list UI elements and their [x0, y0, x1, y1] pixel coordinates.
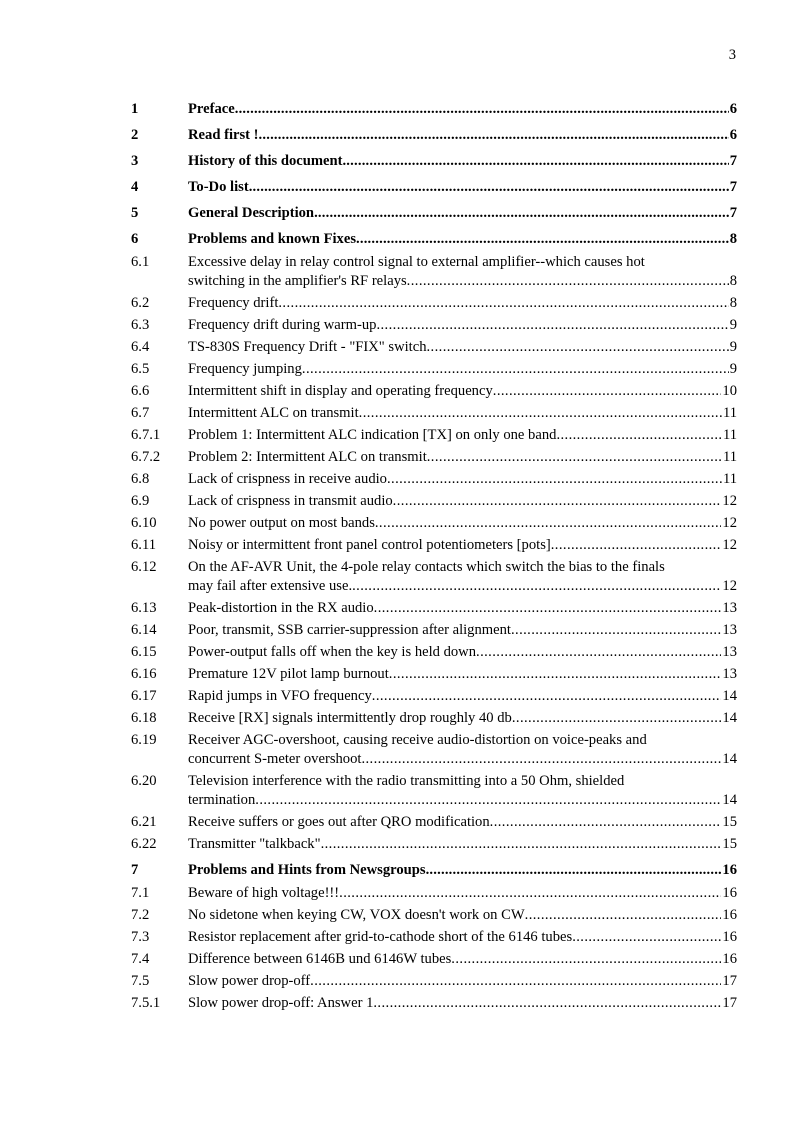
toc-entry[interactable]: [131, 126, 737, 145]
toc-entry-title: Rapid jumps in VFO frequency: [188, 688, 372, 704]
toc-entry[interactable]: [131, 514, 737, 533]
toc-dot-leader: [372, 687, 722, 706]
toc-entry-number: 4: [131, 179, 139, 195]
toc-entry[interactable]: [131, 950, 737, 969]
toc-entry-page: 11: [722, 471, 737, 487]
toc-entry-title: Frequency jumping: [188, 361, 302, 377]
toc-entry-number: 6.18: [131, 710, 157, 726]
toc-dot-leader: [389, 665, 722, 684]
toc-entry-title: may fail after extensive use.: [188, 578, 353, 594]
toc-entry-number: 6: [131, 231, 139, 247]
toc-entry-number: 7.5: [131, 973, 150, 989]
toc-entry[interactable]: [131, 643, 737, 662]
toc-entry-title: History of this document: [188, 153, 343, 169]
toc-dot-leader: [376, 316, 728, 335]
toc-entry-number: 7.3: [131, 929, 150, 945]
toc-entry[interactable]: [131, 152, 737, 171]
toc-entry[interactable]: [131, 294, 737, 313]
toc-entry-number: 6.9: [131, 493, 150, 509]
toc-entry-title: To-Do list: [188, 179, 249, 195]
toc-dot-leader: [551, 536, 722, 555]
toc-entry-title: General Description: [188, 205, 315, 221]
toc-dot-leader: [249, 178, 729, 197]
toc-entry-number: 7.1: [131, 885, 150, 901]
toc-entry-number: 7: [131, 862, 139, 878]
toc-dot-leader: [302, 360, 729, 379]
toc-entry[interactable]: [131, 204, 737, 223]
toc-entry-page: 11: [722, 449, 737, 465]
toc-entry-number: 6.15: [131, 644, 157, 660]
table-of-contents: [131, 100, 737, 1013]
toc-dot-leader: [255, 791, 721, 810]
toc-entry[interactable]: [131, 861, 737, 880]
toc-entry-number: 6.6: [131, 383, 150, 399]
toc-entry-page: 14: [722, 792, 737, 808]
toc-dot-leader: [426, 861, 722, 880]
toc-dot-leader: [259, 126, 729, 145]
toc-entry-number: 6.22: [131, 836, 157, 852]
toc-entry[interactable]: [131, 178, 737, 197]
toc-dot-leader: [352, 577, 721, 596]
toc-dot-leader: [321, 835, 722, 854]
toc-entry-title: Intermittent ALC on transmit: [188, 405, 359, 421]
toc-dot-leader: [339, 884, 721, 903]
toc-entry[interactable]: [131, 621, 737, 640]
toc-dot-leader: [512, 709, 722, 728]
toc-dot-leader: [451, 950, 721, 969]
toc-entry-number: 6.7.2: [131, 449, 161, 465]
toc-entry[interactable]: [131, 772, 737, 810]
toc-dot-leader: [493, 382, 722, 401]
toc-entry-title: Intermittent shift in display and operating frequency: [188, 383, 493, 399]
toc-entry-title: switching in the amplifier's RF relays: [188, 273, 407, 289]
toc-dot-leader: [476, 643, 721, 662]
toc-entry-title: Read first !: [188, 127, 259, 143]
toc-entry-page: 8: [729, 295, 737, 311]
toc-entry-number: 6.4: [131, 339, 150, 355]
toc-entry[interactable]: [131, 835, 737, 854]
toc-entry-page: 17: [722, 973, 737, 989]
toc-entry-page: 13: [722, 600, 737, 616]
toc-entry-title: TS-830S Frequency Drift - "FIX" switch: [188, 339, 427, 355]
toc-entry-title: Resistor replacement after grid-to-cathode short of the 6146 tubes: [188, 929, 573, 945]
toc-entry-number: 6.7: [131, 405, 150, 421]
toc-entry[interactable]: [131, 972, 737, 991]
toc-entry[interactable]: [131, 382, 737, 401]
toc-entry-page: 14: [722, 688, 737, 704]
toc-dot-leader: [556, 426, 722, 445]
toc-entry-title: Lack of crispness in receive audio: [188, 471, 387, 487]
toc-entry-page: 7: [729, 205, 737, 221]
toc-entry-page: 9: [729, 339, 737, 355]
toc-entry[interactable]: [131, 448, 737, 467]
toc-entry[interactable]: [131, 665, 737, 684]
toc-entry-page: 16: [722, 951, 737, 967]
toc-entry-title: concurrent S-meter overshoot: [188, 751, 362, 767]
toc-entry-page: 11: [722, 427, 737, 443]
toc-dot-leader: [374, 599, 722, 618]
toc-entry-title: Receive suffers or goes out after QRO modification: [188, 814, 490, 830]
toc-entry-title: Difference between 6146B und 6146W tubes: [188, 951, 452, 967]
toc-entry-page: 12: [722, 537, 737, 553]
toc-entry[interactable]: [131, 599, 737, 618]
toc-entry-page: 15: [722, 814, 737, 830]
toc-entry-title-line1: On the AF-AVR Unit, the 4-pole relay contacts which switch the bias to the finals: [188, 559, 665, 575]
toc-entry[interactable]: [131, 253, 737, 291]
toc-dot-leader: [342, 152, 728, 171]
toc-entry-title: Problem 2: Intermittent ALC on transmit: [188, 449, 427, 465]
toc-entry-title: Problems and known Fixes: [188, 231, 356, 247]
toc-entry-number: 6.8: [131, 471, 150, 487]
toc-entry-number: 6.19: [131, 732, 157, 748]
toc-entry-number: 6.3: [131, 317, 150, 333]
toc-dot-leader: [525, 906, 722, 925]
toc-entry-title: Beware of high voltage!!!: [188, 885, 340, 901]
toc-entry-title-line1: Excessive delay in relay control signal to external amplifier--which causes hot: [188, 254, 645, 270]
toc-entry-number: 6.17: [131, 688, 157, 704]
toc-entry[interactable]: [131, 338, 737, 357]
toc-entry-page: 12: [722, 515, 737, 531]
toc-dot-leader: [314, 204, 729, 223]
toc-entry-number: 6.1: [131, 254, 150, 270]
toc-entry-title: No sidetone when keying CW, VOX doesn't work on CW: [188, 907, 525, 923]
toc-entry-number: 2: [131, 127, 139, 143]
toc-entry-title: Slow power drop-off: [188, 973, 311, 989]
toc-entry-page: 7: [729, 179, 737, 195]
toc-entry[interactable]: [131, 928, 737, 947]
toc-entry-number: 6.12: [131, 559, 157, 575]
toc-dot-leader: [278, 294, 728, 313]
toc-entry-title: Lack of crispness in transmit audio: [188, 493, 393, 509]
toc-entry[interactable]: [131, 906, 737, 925]
toc-entry-number: 1: [131, 101, 139, 117]
toc-entry-number: 6.20: [131, 773, 157, 789]
toc-dot-leader: [310, 972, 721, 991]
toc-entry-title: Poor, transmit, SSB carrier-suppression after alignment: [188, 622, 511, 638]
toc-entry-page: 16: [722, 929, 737, 945]
toc-entry-page: 17: [722, 995, 737, 1011]
toc-entry-number: 6.10: [131, 515, 157, 531]
toc-entry-number: 3: [131, 153, 139, 169]
toc-entry-page: 16: [722, 862, 737, 878]
toc-entry-page: 6: [729, 127, 737, 143]
toc-entry[interactable]: [131, 470, 737, 489]
toc-entry-title: Frequency drift: [188, 295, 279, 311]
toc-entry[interactable]: [131, 426, 737, 445]
toc-entry-page: 8: [729, 231, 737, 247]
toc-dot-leader: [387, 470, 722, 489]
toc-entry-title: Noisy or intermittent front panel control potentiometers [pots]: [188, 537, 551, 553]
toc-entry-page: 11: [722, 405, 737, 421]
toc-entry-title: Transmitter "talkback": [188, 836, 321, 852]
toc-dot-leader: [427, 338, 729, 357]
toc-entry[interactable]: [131, 731, 737, 769]
toc-entry-number: 6.7.1: [131, 427, 161, 443]
toc-dot-leader: [393, 492, 722, 511]
toc-entry-page: 10: [722, 383, 737, 399]
toc-entry-page: 12: [722, 578, 737, 594]
toc-entry-number: 6.11: [131, 537, 156, 553]
toc-entry[interactable]: [131, 536, 737, 555]
toc-entry[interactable]: [131, 360, 737, 379]
toc-entry-page: 8: [729, 273, 737, 289]
toc-dot-leader: [361, 750, 721, 769]
toc-entry-page: 9: [729, 317, 737, 333]
toc-dot-leader: [407, 272, 729, 291]
toc-entry-page: 13: [722, 666, 737, 682]
toc-entry[interactable]: [131, 100, 737, 119]
toc-entry-page: 13: [722, 622, 737, 638]
toc-dot-leader: [490, 813, 722, 832]
toc-entry[interactable]: [131, 230, 737, 249]
toc-entry[interactable]: [131, 687, 737, 706]
toc-entry-number: 7.4: [131, 951, 150, 967]
toc-entry-page: 16: [722, 907, 737, 923]
toc-entry-title: Premature 12V pilot lamp burnout: [188, 666, 389, 682]
toc-entry-page: 15: [722, 836, 737, 852]
toc-entry-title: Receive [RX] signals intermittently drop roughly 40 db: [188, 710, 512, 726]
toc-entry-title: Power-output falls off when the key is held down: [188, 644, 477, 660]
toc-entry-number: 5: [131, 205, 139, 221]
toc-entry-title: Frequency drift during warm-up: [188, 317, 377, 333]
toc-entry-number: 6.13: [131, 600, 157, 616]
toc-entry-page: 12: [722, 493, 737, 509]
toc-entry[interactable]: [131, 492, 737, 511]
toc-entry-title-line1: Receiver AGC-overshoot, causing receive audio-distortion on voice-peaks and: [188, 732, 647, 748]
toc-entry[interactable]: [131, 709, 737, 728]
toc-dot-leader: [427, 448, 722, 467]
toc-dot-leader: [572, 928, 721, 947]
toc-entry-title: Peak-distortion in the RX audio: [188, 600, 374, 616]
toc-entry[interactable]: [131, 558, 737, 596]
page-number: 3: [728, 47, 736, 63]
toc-entry-number: 6.5: [131, 361, 150, 377]
toc-entry-title: Slow power drop-off: Answer 1: [188, 995, 374, 1011]
toc-dot-leader: [373, 994, 721, 1013]
toc-entry-number: 7.2: [131, 907, 150, 923]
toc-dot-leader: [356, 230, 729, 249]
toc-dot-leader: [511, 621, 721, 640]
toc-entry-page: 14: [722, 710, 737, 726]
toc-entry-number: 6.21: [131, 814, 157, 830]
toc-entry-number: 6.2: [131, 295, 150, 311]
toc-entry-title: Problems and Hints from Newsgroups: [188, 862, 426, 878]
toc-entry-page: 14: [722, 751, 737, 767]
toc-entry-number: 6.16: [131, 666, 157, 682]
toc-entry-page: 9: [729, 361, 737, 377]
toc-entry-page: 16: [722, 885, 737, 901]
toc-entry-title-line1: Television interference with the radio transmitting into a 50 Ohm, shielded: [188, 773, 625, 789]
toc-entry-page: 6: [729, 101, 737, 117]
toc-entry[interactable]: [131, 316, 737, 335]
toc-entry-number: 7.5.1: [131, 995, 161, 1011]
toc-dot-leader: [359, 404, 722, 423]
toc-entry-title: No power output on most bands: [188, 515, 375, 531]
toc-entry-title: Problem 1: Intermittent ALC indication [TX] on only one band: [188, 427, 557, 443]
toc-entry-title: termination: [188, 792, 256, 808]
toc-entry-page: 7: [729, 153, 737, 169]
toc-entry[interactable]: [131, 404, 737, 423]
toc-entry-number: 6.14: [131, 622, 157, 638]
toc-dot-leader: [235, 100, 729, 119]
toc-entry[interactable]: [131, 884, 737, 903]
toc-entry-title: Preface: [188, 101, 235, 117]
toc-entry[interactable]: [131, 994, 737, 1013]
toc-entry[interactable]: [131, 813, 737, 832]
toc-dot-leader: [375, 514, 722, 533]
toc-entry-page: 13: [722, 644, 737, 660]
